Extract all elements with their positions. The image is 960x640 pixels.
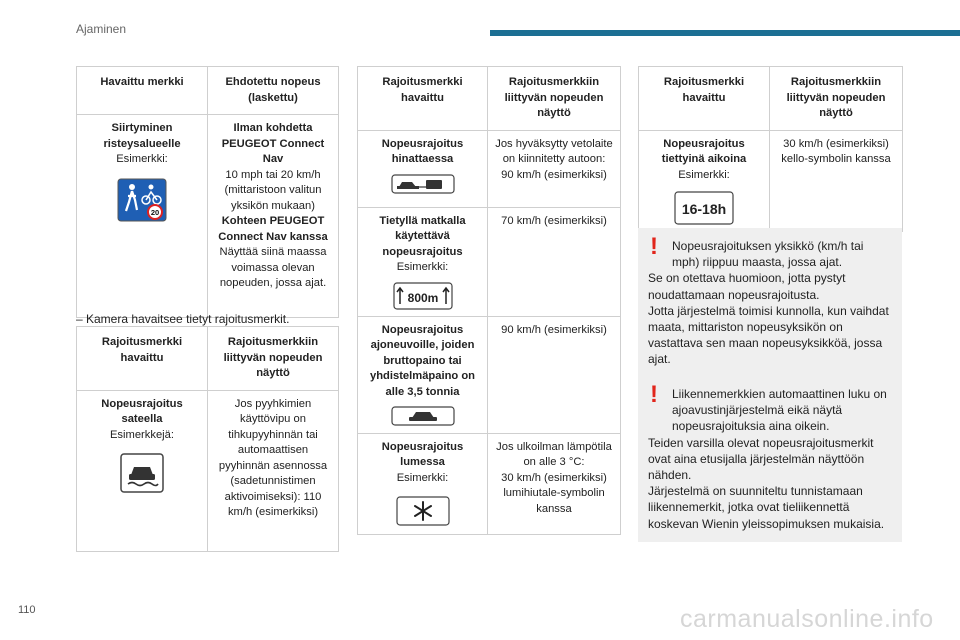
table-time-limit <box>638 66 903 232</box>
scenario-with-nav-text: Näyttää siinä maassa voimassa olevan nopeuden, jossa ajat. <box>219 246 327 289</box>
scenario-no-nav-title: Ilman kohdetta PEUGEOT Connect Nav <box>221 122 325 165</box>
weight-limit-display: 90 km/h (esimerkiksi) <box>501 323 607 336</box>
towing-display-speed: 90 km/h (esimerkiksi) <box>501 168 607 181</box>
table-row <box>77 390 339 551</box>
warning-exclamation-icon: ! <box>650 381 658 408</box>
svg-text:20: 20 <box>150 207 160 217</box>
watermark: carmanualsonline.info <box>680 605 934 633</box>
warning-reading-p2: Teiden varsilla olevat nopeusrajoitusmerkit ovat aina etusijalla järjestelmän näyttöön nähden. <box>648 435 874 483</box>
sign-title: Nopeusrajoitus sateella <box>101 397 183 425</box>
snow-display-speed: 30 km/h (esimerkiksi) lumihiutale-symbolin kanssa <box>501 471 607 515</box>
table-row <box>77 115 339 318</box>
car-with-trailer-icon <box>391 174 455 194</box>
sign-title: Nopeusrajoitus tiettyinä aikoina <box>661 137 747 165</box>
page-number: 110 <box>18 604 36 616</box>
table-header-row <box>358 67 621 131</box>
header-accent-bar <box>490 30 960 36</box>
wet-road-sign-icon <box>120 453 164 493</box>
sign-example-label: Esimerkki: <box>396 261 449 273</box>
table-row <box>358 130 621 207</box>
camera-note: – Kamera havaitsee tietyt rajoitusmerkit. <box>76 312 290 326</box>
warning-box-reading <box>638 376 902 542</box>
col-header-detected-sign: Rajoitusmerkki havaittu <box>639 67 770 131</box>
snow-display-condition: Jos ulkoilman lämpötila on alle 3 °C: <box>496 440 612 468</box>
sign-example-label: Esimerkki: <box>116 153 168 165</box>
warning-reading-p3: Järjestelmä on suunniteltu tunnistamaan liikennemerkit, jotka ovat tieliikennettä koskevan Wienin yleissopimuksen mukaisia. <box>648 484 885 531</box>
table-other-limits <box>357 66 621 535</box>
distance-sign-text: 800m <box>407 290 438 305</box>
snowflake-icon <box>396 496 450 526</box>
table-detected-sign-suggested-speed <box>76 66 339 318</box>
warning-reading-first: Liikennemerkkien automaattinen luku on ajoavustinjärjestelmä eikä näytä nopeusrajoituksia aina oikein. <box>672 387 887 434</box>
table-header-row <box>77 67 339 115</box>
table-row <box>358 207 621 316</box>
warning-units-p2: Se on otettava huomioon, jotta pystyt noudattamaan nopeusrajoitusta. <box>648 271 846 302</box>
sign-title: Nopeusrajoitus ajoneuvoille, joiden bruttopaino tai yhdistelmäpaino on alle 3,5 tonnia <box>369 323 476 398</box>
col-header-detected-sign: Havaittu merkki <box>77 67 208 115</box>
col-header-detected-sign: Rajoitusmerkki havaittu <box>77 327 208 391</box>
time-range-sign-icon <box>674 191 734 225</box>
towing-display-condition: Jos hyväksytty vetolaite on kiinnitetty autoon: <box>495 137 613 165</box>
rain-speed-display: Jos pyyhkimien käyttövipu on tihkupyyhinnän tai automaattisen pyyhinnän asennossa (sadetunnistimen aktivoimiseksi): 110 km/h (esimerkiksi) <box>218 397 328 518</box>
time-sign-text: 16-18h <box>681 201 727 217</box>
sign-title: Nopeusrajoitus lumessa <box>381 440 464 468</box>
warning-box-units <box>638 228 902 378</box>
table-header-row <box>639 67 903 131</box>
car-icon <box>391 406 455 426</box>
header-title: Ajaminen <box>76 22 127 36</box>
distance-800m-sign-icon <box>393 282 453 310</box>
table-row <box>358 316 621 433</box>
col-header-speed-display: Rajoitusmerkkiin liittyvän nopeuden näyttö <box>488 67 621 131</box>
warning-exclamation-icon: ! <box>650 233 658 260</box>
table-rain-limit <box>76 326 339 552</box>
warning-units-first: Nopeusrajoituksen yksikkö (km/h tai mph) riippuu maasta, jossa ajat. <box>672 239 864 270</box>
col-header-speed-display: Rajoitusmerkkiin liittyvän nopeuden näyttö <box>208 327 339 391</box>
col-header-detected-sign: Rajoitusmerkki havaittu <box>358 67 488 131</box>
sign-title: Tietyllä matkalla käytettävä nopeusrajoitus <box>379 214 466 258</box>
col-header-suggested-speed: Ehdotettu nopeus (laskettu) <box>208 67 339 115</box>
time-limit-display: 30 km/h (esimerkiksi) kello-symbolin kanssa <box>781 137 891 165</box>
sign-example-label: Esimerkkejä: <box>109 428 175 441</box>
sign-title: Nopeusrajoitus hinattaessa <box>381 137 464 165</box>
warning-units-p3: Jotta järjestelmä toimisi kunnolla, kun vaihdat maata, mittariston nopeusyksikön on vastattava sen maan nopeusyksikköä, jossa ajat. <box>648 303 889 367</box>
sign-example-label: Esimerkki: <box>396 471 449 484</box>
scenario-no-nav-text: 10 mph tai 20 km/h (mittaristoon valitun yksikön mukaan) <box>224 168 322 212</box>
sign-example-label: Esimerkki: <box>678 168 730 181</box>
scenario-with-nav-title: Kohteen PEUGEOT Connect Nav kanssa <box>218 215 328 243</box>
table-row <box>639 130 903 232</box>
distance-limit-display: 70 km/h (esimerkiksi) <box>501 214 607 227</box>
table-header-row <box>77 327 339 391</box>
table-row <box>358 433 621 534</box>
sign-title: Siirtyminen risteysalueelle <box>103 122 181 150</box>
col-header-speed-display: Rajoitusmerkkiin liittyvän nopeuden näyttö <box>770 67 903 131</box>
pedestrian-zone-sign-icon <box>117 178 167 222</box>
